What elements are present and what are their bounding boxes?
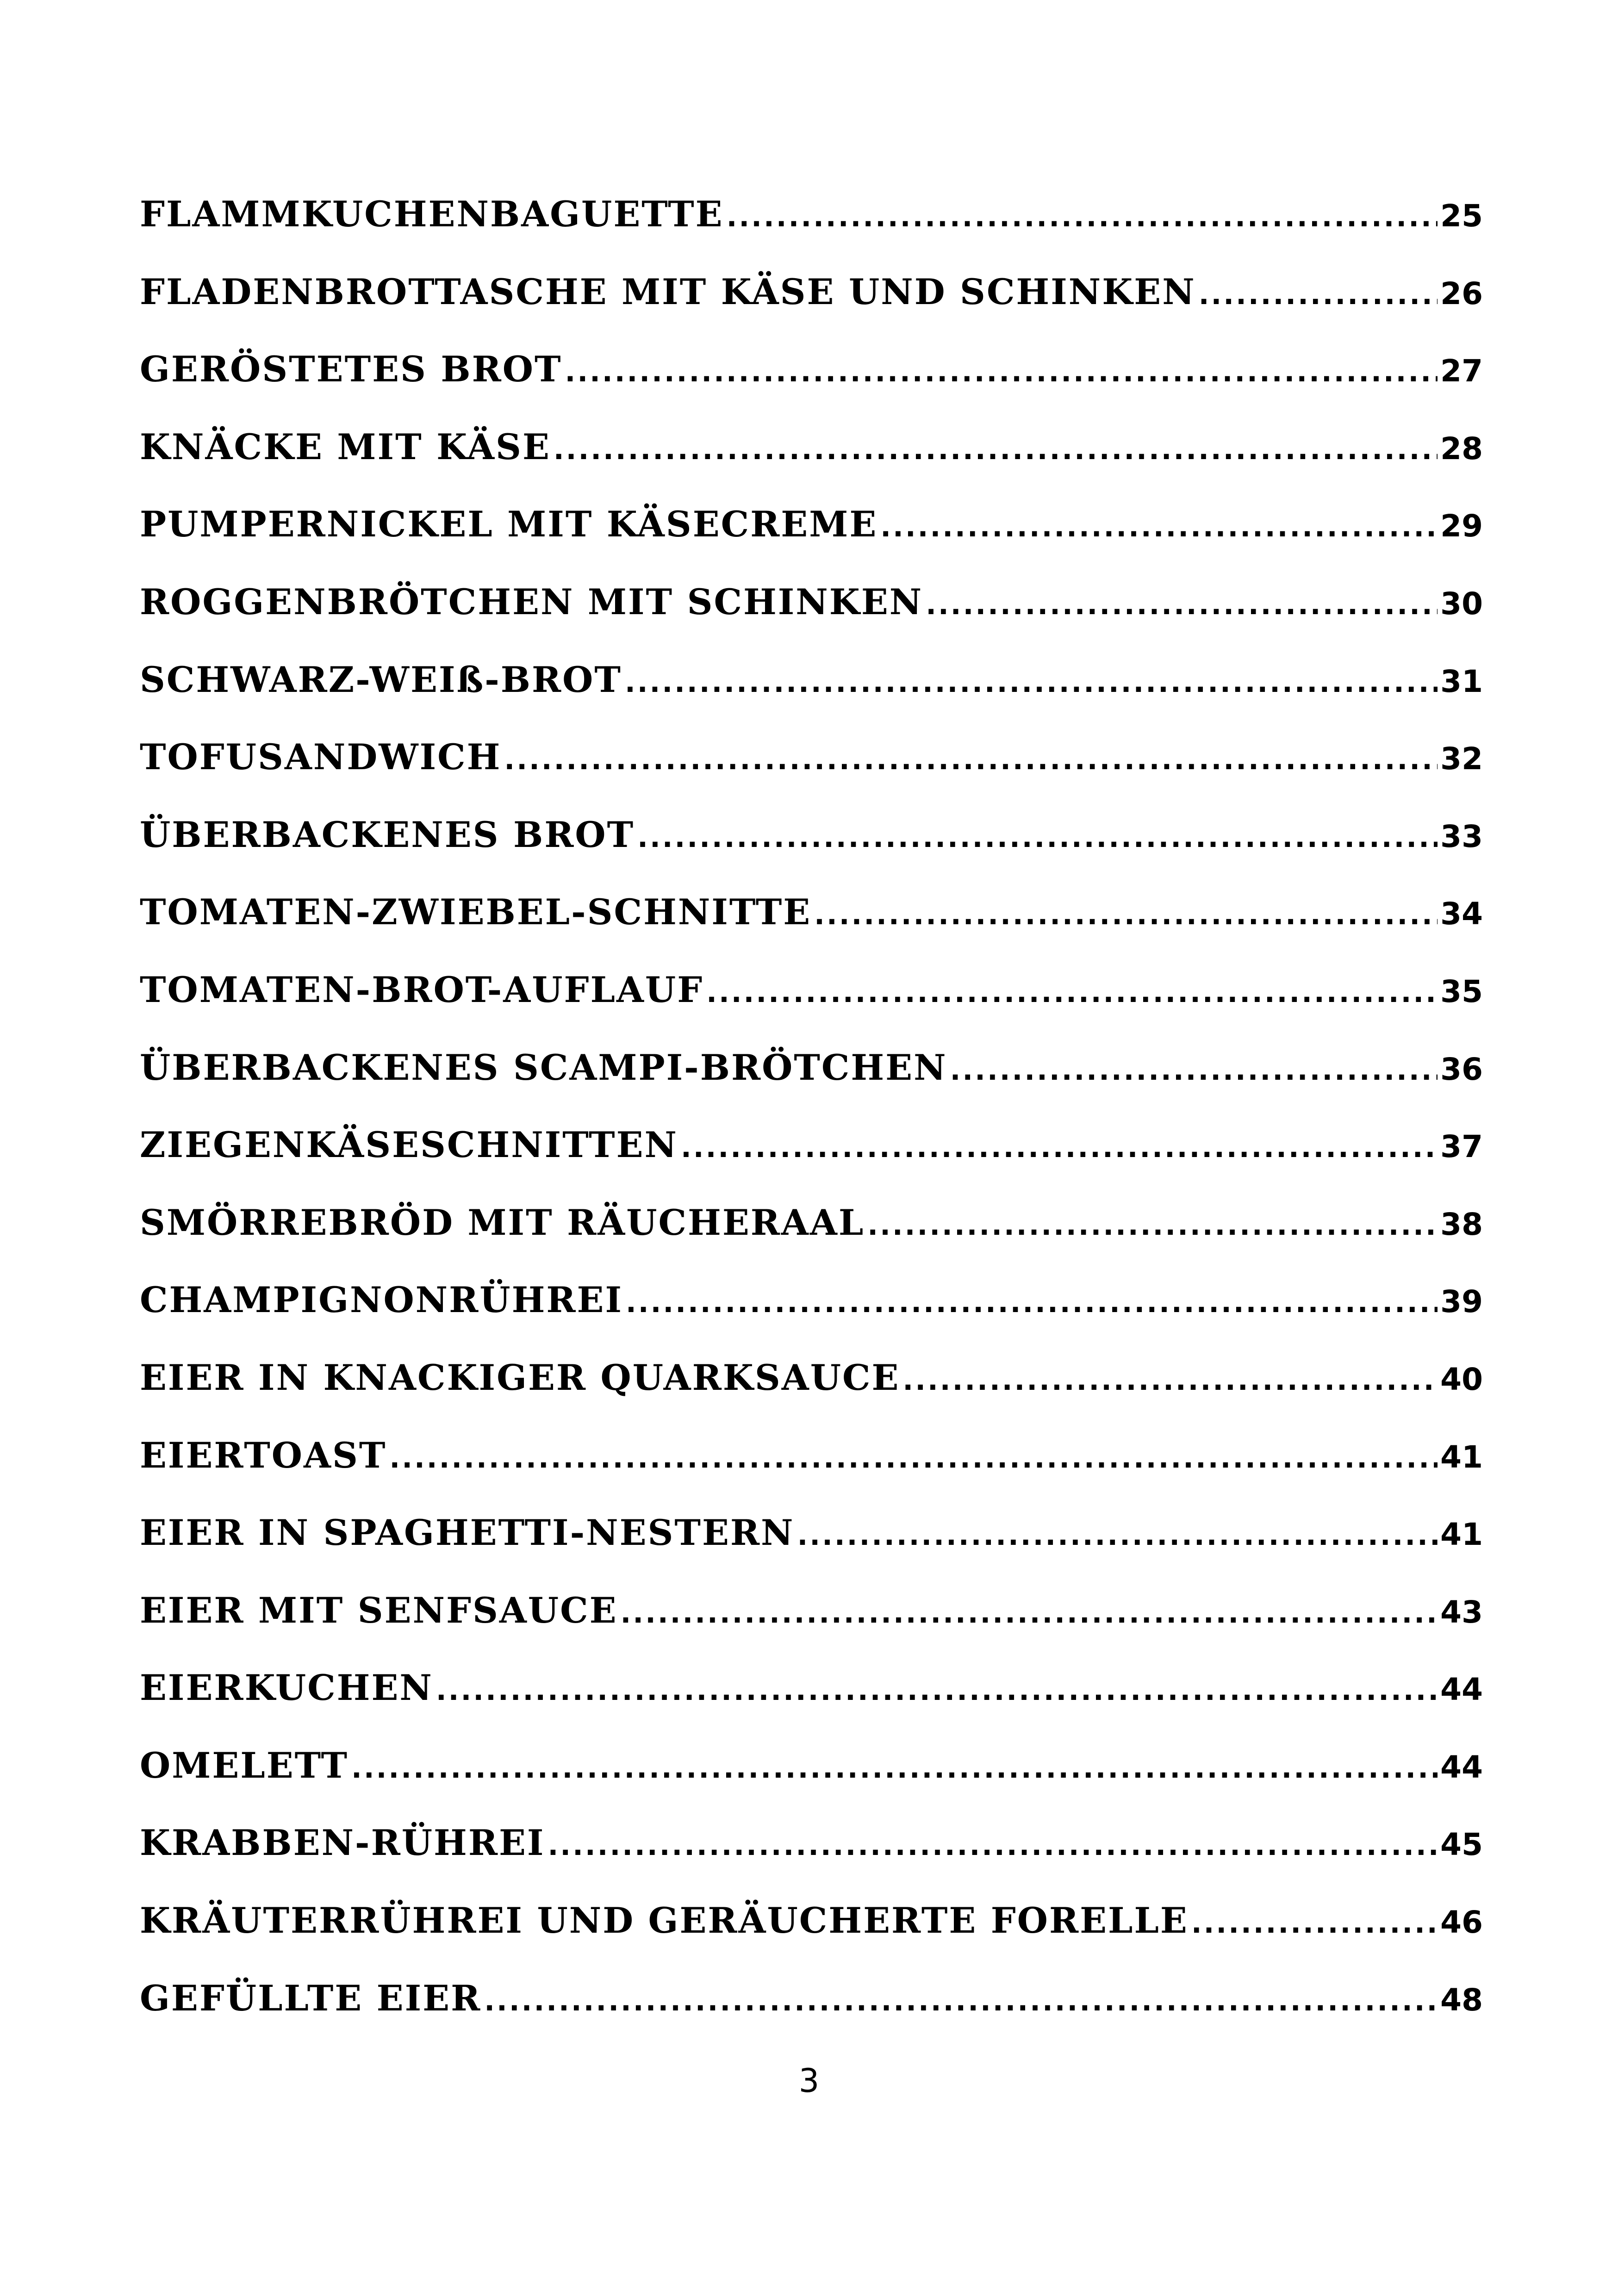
toc-entry[interactable]: [140, 646, 1483, 724]
toc-entry[interactable]: [140, 878, 1483, 956]
toc-entry-page: 27: [1440, 353, 1483, 389]
toc-entry-title: ROGGENBRÖTCHEN MIT SCHINKEN: [140, 581, 923, 622]
toc-entry-page: 28: [1440, 430, 1483, 467]
toc-dot-leader: [504, 744, 1438, 776]
toc-dot-leader: [484, 1985, 1438, 2017]
toc-entry[interactable]: [140, 1266, 1483, 1344]
toc-entry-title: EIER IN KNACKIGER QUARKSAUCE: [140, 1356, 900, 1398]
toc-entry[interactable]: [140, 801, 1483, 879]
toc-entry-title: ÜBERBACKENES BROT: [140, 814, 635, 855]
toc-dot-leader: [1199, 279, 1438, 311]
toc-entry-title: ZIEGENKÄSESCHNITTEN: [140, 1124, 678, 1166]
toc-entry-title: EIER IN SPAGHETTI-NESTERN: [140, 1512, 795, 1554]
toc-entry[interactable]: [140, 1887, 1483, 1965]
toc-entry-title: EIER MIT SENFSAUCE: [140, 1589, 618, 1631]
toc-entry[interactable]: [140, 1111, 1483, 1189]
toc-dot-leader: [797, 1519, 1438, 1552]
toc-dot-leader: [625, 666, 1438, 699]
toc-entry[interactable]: [140, 1577, 1483, 1655]
toc-entry[interactable]: [140, 1422, 1483, 1500]
toc-entry-page: 41: [1440, 1439, 1483, 1475]
toc-entry-title: KNÄCKE MIT KÄSE: [140, 426, 551, 467]
toc-entry-page: 40: [1440, 1361, 1483, 1397]
toc-entry-page: 25: [1440, 198, 1483, 234]
toc-entry-page: 36: [1440, 1051, 1483, 1087]
toc-entry-page: 26: [1440, 275, 1483, 311]
toc-entry[interactable]: [140, 568, 1483, 646]
toc-dot-leader: [867, 1209, 1438, 1242]
toc-entry-title: CHAMPIGNONRÜHREI: [140, 1279, 623, 1321]
toc-entry[interactable]: [140, 180, 1483, 258]
toc-entry-title: OMELETT: [140, 1744, 349, 1786]
toc-entry[interactable]: [140, 723, 1483, 801]
toc-entry-title: TOFUSANDWICH: [140, 736, 502, 778]
toc-entry-title: FLADENBROTTASCHE MIT KÄSE UND SCHINKEN: [140, 271, 1196, 312]
toc-entry-page: 35: [1440, 973, 1483, 1009]
toc-dot-leader: [926, 589, 1438, 621]
toc-dot-leader: [706, 977, 1438, 1009]
toc-entry[interactable]: [140, 336, 1483, 413]
toc-entry-page: 44: [1440, 1672, 1483, 1708]
toc-entry-title: ÜBERBACKENES SCAMPI-BRÖTCHEN: [140, 1046, 947, 1088]
toc-dot-leader: [681, 1132, 1438, 1164]
toc-dot-leader: [1191, 1907, 1438, 1940]
toc-entry-title: GERÖSTETES BROT: [140, 348, 562, 390]
toc-entry-title: PUMPERNICKEL MIT KÄSECREME: [140, 504, 878, 545]
toc-entry-page: 34: [1440, 896, 1483, 932]
toc-dot-leader: [902, 1364, 1438, 1397]
toc-dot-leader: [565, 356, 1438, 388]
toc-dot-leader: [351, 1752, 1438, 1785]
toc-entry-page: 44: [1440, 1749, 1483, 1785]
toc-dot-leader: [621, 1597, 1438, 1630]
toc-entry-title: SMÖRREBRÖD MIT RÄUCHERAAL: [140, 1201, 865, 1243]
toc-entry-title: SCHWARZ-WEIß-BROT: [140, 659, 622, 700]
toc-entry-page: 43: [1440, 1594, 1483, 1630]
toc-entry-page: 29: [1440, 508, 1483, 544]
toc-entry-page: 46: [1440, 1904, 1483, 1941]
toc-entry-page: 33: [1440, 818, 1483, 854]
toc-dot-leader: [389, 1442, 1438, 1475]
toc-entry[interactable]: [140, 1809, 1483, 1887]
toc-entry[interactable]: [140, 1034, 1483, 1112]
toc-entry-page: 45: [1440, 1827, 1483, 1863]
toc-dot-leader: [436, 1674, 1438, 1707]
toc-entry[interactable]: [140, 1654, 1483, 1732]
toc-dot-leader: [814, 899, 1438, 931]
toc-entry-title: EIERKUCHEN: [140, 1667, 433, 1709]
toc-entry-page: 38: [1440, 1206, 1483, 1242]
page-number: 3: [798, 2062, 820, 2100]
toc-entry-title: GEFÜLLTE EIER: [140, 1977, 482, 2019]
toc-entry[interactable]: [140, 1344, 1483, 1422]
toc-dot-leader: [727, 201, 1438, 233]
toc-entry-page: 48: [1440, 1982, 1483, 2018]
toc-dot-leader: [637, 821, 1438, 854]
table-of-contents: [140, 180, 1483, 2042]
toc-entry[interactable]: [140, 413, 1483, 491]
toc-dot-leader: [626, 1287, 1438, 1319]
toc-entry-page: 39: [1440, 1284, 1483, 1320]
toc-entry-page: 41: [1440, 1517, 1483, 1553]
toc-entry-page: 37: [1440, 1129, 1483, 1165]
toc-dot-leader: [548, 1829, 1438, 1862]
toc-entry-title: EIERTOAST: [140, 1434, 387, 1476]
toc-entry[interactable]: [140, 1732, 1483, 1810]
toc-entry[interactable]: [140, 491, 1483, 568]
toc-entry-title: TOMATEN-BROT-AUFLAUF: [140, 969, 704, 1010]
toc-entry-title: KRÄUTERRÜHREI UND GERÄUCHERTE FORELLE: [140, 1900, 1189, 1941]
toc-entry[interactable]: [140, 1965, 1483, 2042]
toc-dot-leader: [950, 1054, 1438, 1087]
toc-entry[interactable]: [140, 956, 1483, 1034]
toc-entry-title: TOMATEN-ZWIEBEL-SCHNITTE: [140, 891, 812, 933]
toc-dot-leader: [880, 511, 1438, 543]
toc-entry-page: 32: [1440, 741, 1483, 777]
toc-entry-page: 30: [1440, 585, 1483, 622]
toc-entry[interactable]: [140, 258, 1483, 336]
toc-dot-leader: [554, 434, 1438, 466]
toc-entry-page: 31: [1440, 663, 1483, 699]
toc-entry-title: FLAMMKUCHENBAGUETTE: [140, 193, 724, 235]
toc-entry[interactable]: [140, 1499, 1483, 1577]
toc-entry-title: KRABBEN-RÜHREI: [140, 1822, 545, 1864]
toc-entry[interactable]: [140, 1189, 1483, 1267]
